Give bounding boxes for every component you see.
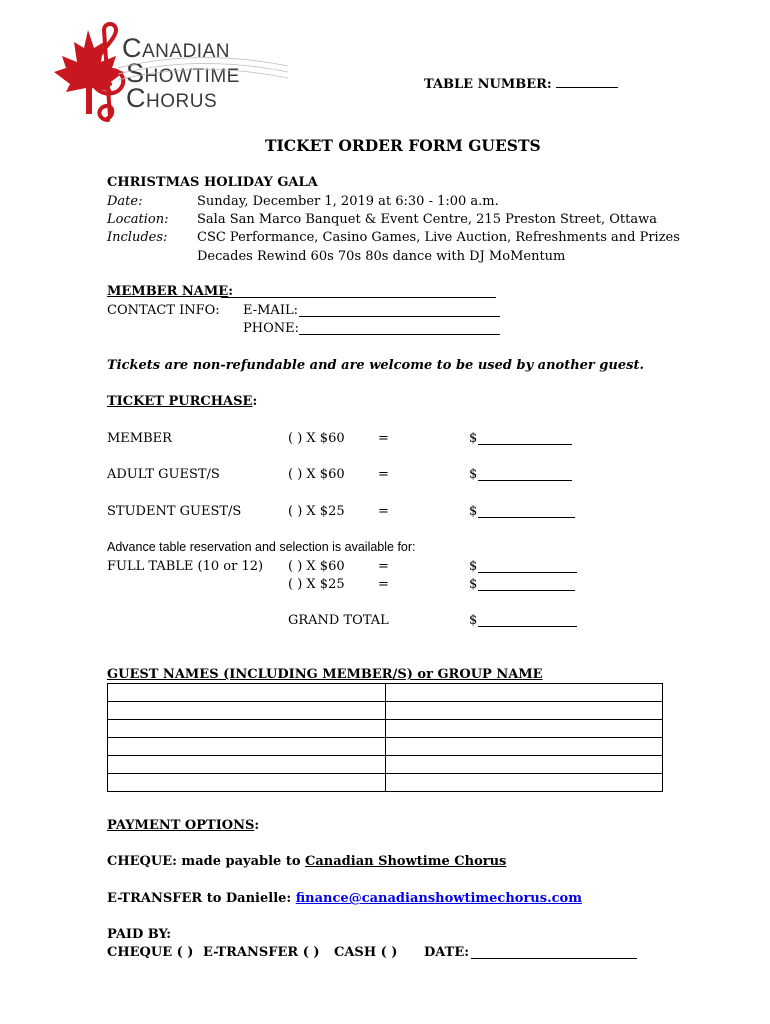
location-value: Sala San Marco Banquet & Event Centre, 215 Preston Street, Ottawa bbox=[197, 212, 657, 227]
row-equals: = bbox=[378, 559, 389, 574]
row-amount-blank[interactable] bbox=[478, 444, 572, 445]
guest-cell[interactable] bbox=[108, 738, 386, 756]
row-equals: = bbox=[378, 467, 389, 482]
guest-cell[interactable] bbox=[108, 684, 386, 702]
table-row bbox=[108, 702, 663, 720]
table-number-field[interactable] bbox=[424, 75, 618, 92]
contact-info-label: CONTACT INFO: bbox=[107, 303, 220, 318]
row-qty[interactable]: ( ) X $60 bbox=[288, 467, 345, 482]
row-dollar: $ bbox=[469, 504, 478, 519]
grand-total-blank[interactable] bbox=[478, 626, 577, 627]
member-name-field[interactable] bbox=[107, 284, 233, 299]
date-value: Sunday, December 1, 2019 at 6:30 - 1:00 a.m. bbox=[197, 194, 499, 209]
row-amount-blank[interactable] bbox=[478, 480, 572, 481]
cheque-text: CHEQUE: made payable to bbox=[107, 854, 306, 869]
guest-names-table bbox=[107, 683, 663, 792]
page-title: TICKET ORDER FORM GUESTS bbox=[265, 136, 541, 155]
member-name-blank[interactable] bbox=[221, 297, 496, 298]
phone-blank[interactable] bbox=[299, 334, 500, 335]
table-row bbox=[108, 720, 663, 738]
advance-table-note: Advance table reservation and selection is available for: bbox=[107, 540, 416, 554]
guest-cell[interactable] bbox=[385, 720, 663, 738]
phone-label: PHONE: bbox=[243, 321, 299, 336]
table-row bbox=[108, 756, 663, 774]
guest-cell[interactable] bbox=[108, 774, 386, 792]
email-blank[interactable] bbox=[299, 316, 500, 317]
row-equals: = bbox=[378, 577, 389, 592]
row-amount-blank[interactable] bbox=[478, 590, 575, 591]
table-row bbox=[108, 738, 663, 756]
row-equals: = bbox=[378, 504, 389, 519]
member-name-colon: : bbox=[228, 284, 233, 299]
payment-options-heading bbox=[107, 818, 259, 833]
guest-cell[interactable] bbox=[108, 720, 386, 738]
cheque-payee: Canadian Showtime Chorus bbox=[305, 854, 507, 869]
logo-line-2: Showtime bbox=[126, 58, 240, 88]
logo-line-3: Chorus bbox=[126, 83, 218, 113]
cash-option[interactable]: CASH ( ) bbox=[334, 945, 398, 960]
date-field-label: DATE: bbox=[424, 945, 470, 960]
etransfer-email-link[interactable]: finance@canadianshowtimechorus.com bbox=[295, 891, 582, 906]
etransfer-text: E-TRANSFER to Danielle: bbox=[107, 891, 296, 906]
row-label: MEMBER bbox=[107, 431, 172, 446]
row-dollar: $ bbox=[469, 431, 478, 446]
location-label: Location: bbox=[107, 212, 169, 227]
etransfer-instructions bbox=[107, 891, 582, 906]
event-heading: CHRISTMAS HOLIDAY GALA bbox=[107, 175, 318, 190]
guest-cell[interactable] bbox=[385, 702, 663, 720]
ticket-purchase-title: TICKET PURCHASE bbox=[107, 394, 253, 409]
email-label: E-MAIL: bbox=[243, 303, 298, 318]
payment-options-colon: : bbox=[254, 818, 260, 833]
table-number-blank[interactable] bbox=[556, 75, 618, 88]
cheque-instructions bbox=[107, 854, 506, 869]
guest-cell[interactable] bbox=[385, 756, 663, 774]
row-amount-blank[interactable] bbox=[478, 572, 577, 573]
grand-total-label: GRAND TOTAL bbox=[288, 613, 389, 628]
non-refundable-notice: Tickets are non-refundable and are welcome to be used by another guest. bbox=[107, 358, 644, 373]
table-number-label: TABLE NUMBER: bbox=[424, 77, 552, 92]
row-qty[interactable]: ( ) X $60 bbox=[288, 431, 345, 446]
guest-names-heading bbox=[107, 667, 543, 682]
row-qty[interactable]: ( ) X $60 bbox=[288, 559, 345, 574]
staff-lines-decoration bbox=[118, 33, 288, 98]
row-qty[interactable]: ( ) X $25 bbox=[288, 577, 345, 592]
row-qty[interactable]: ( ) X $25 bbox=[288, 504, 345, 519]
logo-line-1: Canadian bbox=[122, 33, 230, 63]
guest-cell[interactable] bbox=[385, 774, 663, 792]
includes-value-2: Decades Rewind 60s 70s 80s dance with DJ MoMentum bbox=[197, 249, 566, 264]
includes-value-1: CSC Performance, Casino Games, Live Auction, Refreshments and Prizes bbox=[197, 230, 680, 245]
guest-cell[interactable] bbox=[108, 756, 386, 774]
row-equals: = bbox=[378, 431, 389, 446]
member-name-label: MEMBER NAME bbox=[107, 284, 229, 299]
table-row bbox=[108, 774, 663, 792]
table-row bbox=[108, 684, 663, 702]
guest-names-title: GUEST NAMES (INCLUDING MEMBER/S) or GROUP NAME bbox=[107, 667, 543, 682]
row-label: ADULT GUEST/S bbox=[107, 467, 220, 482]
row-dollar: $ bbox=[469, 577, 478, 592]
logo bbox=[48, 22, 298, 132]
row-label: STUDENT GUEST/S bbox=[107, 504, 242, 519]
ticket-purchase-colon: : bbox=[252, 394, 258, 409]
includes-label: Includes: bbox=[107, 230, 168, 245]
etransfer-option[interactable]: E-TRANSFER ( ) bbox=[203, 945, 320, 960]
guest-cell[interactable] bbox=[108, 702, 386, 720]
paid-by-label: PAID BY: bbox=[107, 927, 172, 942]
row-dollar: $ bbox=[469, 467, 478, 482]
guest-cell[interactable] bbox=[385, 684, 663, 702]
payment-options-title: PAYMENT OPTIONS bbox=[107, 818, 255, 833]
guest-cell[interactable] bbox=[385, 738, 663, 756]
cheque-option[interactable]: CHEQUE ( ) bbox=[107, 945, 194, 960]
date-label: Date: bbox=[107, 194, 143, 209]
ticket-purchase-heading bbox=[107, 394, 257, 409]
grand-total-dollar: $ bbox=[469, 613, 478, 628]
row-dollar: $ bbox=[469, 559, 478, 574]
date-blank[interactable] bbox=[471, 958, 637, 959]
full-table-label: FULL TABLE (10 or 12) bbox=[107, 559, 264, 574]
row-amount-blank[interactable] bbox=[478, 517, 575, 518]
